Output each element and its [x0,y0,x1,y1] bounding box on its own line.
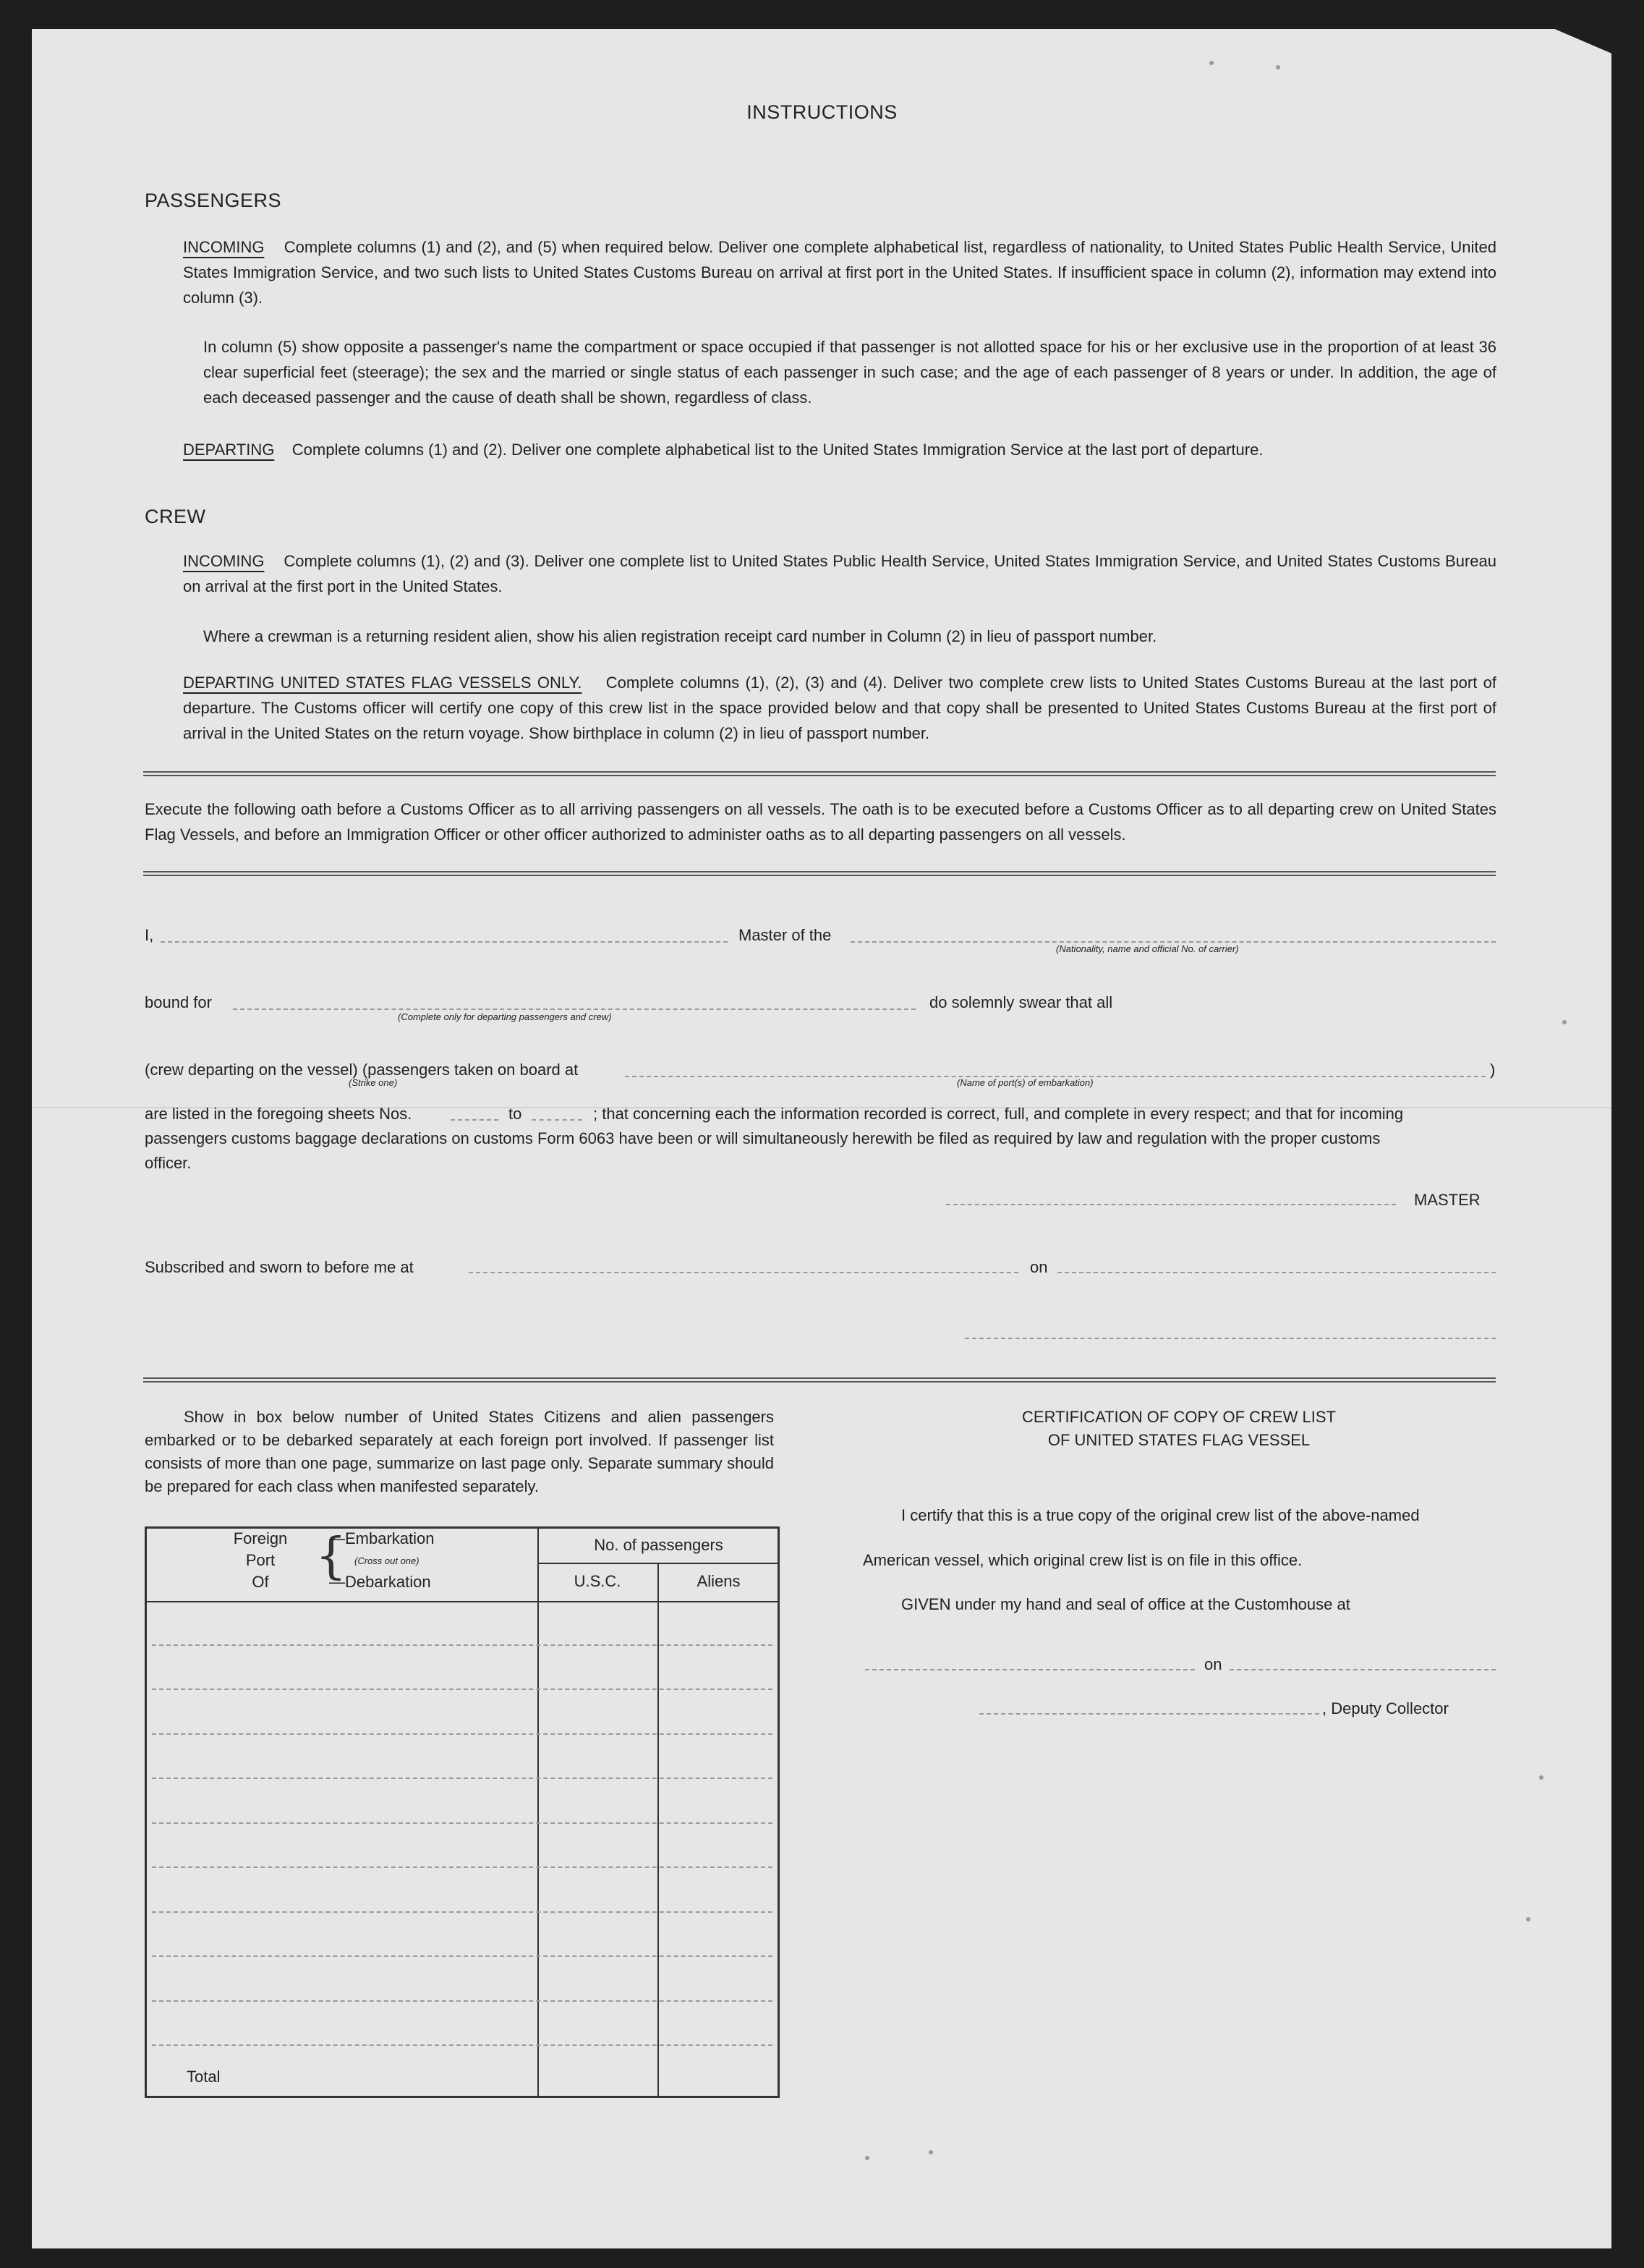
table-divider [145,1601,780,1602]
scan-speck [1539,1775,1543,1780]
embarkation-label: —Embarkation [329,1529,435,1547]
debarkation-label: —Debarkation [329,1573,431,1591]
passenger-summary-table [145,1526,780,2098]
master-signature-field[interactable] [946,1204,1396,1205]
passengers-departing-paragraph [183,437,1496,462]
deputy-collector-label: , Deputy Collector [1322,1699,1449,1717]
sworn-on-label: on [1030,1258,1048,1276]
bound-for-field[interactable] [233,1008,916,1010]
certification-line-1: I certify that this is a true copy of the original crew list of the above-named [901,1506,1420,1524]
sheets-line-start [145,1101,412,1126]
scan-speck [865,2156,869,2160]
certification-title-line-2: OF UNITED STATES FLAG VESSEL [1047,1431,1311,1449]
table-row[interactable] [152,1689,772,1690]
certification-on-label: on [1204,1655,1222,1673]
brace-icon: { [315,1528,347,1585]
scan-speck [929,2150,933,2154]
foreign-label: Foreign [233,1529,288,1547]
certification-date-field[interactable] [1230,1669,1496,1670]
certification-line-3: GIVEN under my hand and seal of office at the Customhouse at [901,1595,1350,1613]
certification-title [897,1406,1461,1452]
passengers-incoming-label: INCOMING [183,238,265,256]
crew-incoming-text: Complete columns (1), (2) and (3). Deliver one complete list to United States Public Health Service, United States Immigration Service, and United States Customs Bureau on arrival at the first port in the United States. [183,552,1496,595]
certification-title-line-1: CERTIFICATION OF COPY OF CREW LIST [1022,1408,1336,1426]
table-row[interactable] [152,1733,772,1735]
crew-passengers-strike-text: (crew departing on the vessel) (passengers taken on board at [145,1061,579,1079]
passengers-departing-label: DEPARTING [183,441,275,459]
close-paren: ) [1490,1061,1496,1079]
table-row[interactable] [152,1911,772,1913]
passengers-incoming-text: Complete columns (1) and (2), and (5) when required below. Deliver one complete alphabetical list, regardless of nationality, to United States Public Health Service, United States Immigration Service, and two such lists to United States Customs Bureau on arrival at first port in the United States. If insufficient space in column (2), information may extend into column (3). [183,238,1496,307]
swear-text: do solemnly swear that all [929,993,1113,1011]
scan-speck [1209,61,1214,65]
passengers-departing-text: Complete columns (1) and (2). Deliver one complete alphabetical list to the United States Immigration Service at the last port of departure. [291,441,1264,459]
table-row[interactable] [152,1955,772,1957]
section-divider [143,771,1496,776]
officer-signature-field[interactable] [965,1338,1496,1339]
table-row[interactable] [152,1778,772,1779]
port-hint: (Name of port(s) of embarkation) [957,1077,1094,1088]
oath-intro: Execute the following oath before a Customs Officer as to all arriving passengers on all vessels. The oath is to be executed before a Customs Officer as to all departing crew on United States Flag Vessels, and before an Immigration Officer or other officer authorized to administer oaths as to all departing passengers on all vessels. [145,800,1496,844]
crew-incoming-label: INCOMING [183,552,265,570]
certification-line-2: American vessel, which original crew list is on file in this office. [863,1551,1303,1569]
master-label: MASTER [1414,1191,1481,1209]
instructions-heading: INSTRUCTIONS [746,101,898,123]
sheets-to-label: to [508,1105,522,1123]
oath-i-label: I, [145,926,154,944]
table-divider [537,1563,780,1564]
scan-speck [1562,1020,1567,1024]
table-row[interactable] [152,1822,772,1824]
scan-speck [1526,1917,1530,1921]
crew-alien-paragraph: Where a crewman is a returning resident alien, show his alien registration receipt card number in Column (2) in lieu of passport number. [203,627,1157,645]
port-label: Port [245,1551,276,1569]
section-divider [143,871,1496,876]
usc-header: U.S.C. [574,1572,621,1590]
table-divider [537,1526,539,2098]
table-header-port [217,1528,304,1593]
cross-out-hint: (Cross out one) [354,1555,419,1566]
table-row[interactable] [152,1644,772,1646]
subscribed-label: Subscribed and sworn to before me at [145,1258,414,1276]
summary-note: Show in box below number of United States Citizens and alien passengers embarked or to be debarked separately at each foreign port involved. If passenger list consists of more than one page, summarize on last page only. Separate summary should be prepared for each class when manifested separately. [145,1408,774,1495]
master-name-field[interactable] [161,941,728,943]
table-row[interactable] [152,1866,772,1868]
nationality-hint: (Nationality, name and official No. of carrier) [1056,943,1239,954]
crew-departing-label: DEPARTING UNITED STATES FLAG VESSELS ONLY. [183,674,582,692]
table-row[interactable] [152,2000,772,2002]
sworn-at-field[interactable] [469,1272,1018,1273]
customhouse-field[interactable] [865,1669,1195,1670]
crew-departing-paragraph [183,670,1496,746]
table-row[interactable] [152,2044,772,2046]
carrier-field[interactable] [851,941,1496,943]
certify-text-1: ; that concerning each the information recorded is correct, full, and complete in every respect; and that for incoming [593,1105,1404,1123]
sheet-from-field[interactable] [451,1119,498,1121]
master-of-the-label: Master of the [738,926,832,944]
no-of-passengers-header: No. of passengers [594,1536,723,1554]
table-divider [657,1563,659,2098]
passengers-column5-paragraph: In column (5) show opposite a passenger's name the compartment or space occupied if that passenger is not allotted space for his or her exclusive use in the proportion of at least 36 clear superficial feet (steerage); the sex and the married or single status of each passenger in such case; and the age of each passenger of 8 years or under. In addition, the age of each deceased passenger and the cause of death shall be shown, regardless of class. [203,338,1496,407]
strike-one-hint: (Strike one) [349,1077,398,1088]
certify-text-2: passengers customs baggage declarations on customs Form 6063 have been or will simultaneously herewith be filed as required by law and regulation with the proper customs [145,1129,1381,1147]
aliens-header: Aliens [697,1572,741,1590]
passengers-title: PASSENGERS [145,190,282,211]
passengers-incoming-paragraph [183,234,1496,310]
crew-incoming-paragraph [183,548,1496,599]
crew-departing-text: Complete columns (1), (2), (3) and (4). Deliver two complete crew lists to United States Customs Bureau at the last port of departure. The Customs officer will certify one copy of this crew list in the space provided below and that copy shall be presented to United States Customs Bureau at the first port of arrival in the United States on the return voyage. Show birthplace in column (2) in lieu of passport number. [183,674,1497,742]
sheet-to-field[interactable] [532,1119,582,1121]
section-divider [143,1377,1496,1383]
departing-hint: (Complete only for departing passengers and crew) [398,1011,612,1022]
sheets-label: are listed in the foregoing sheets Nos. [145,1105,412,1123]
scan-speck [1276,65,1280,69]
sworn-date-field[interactable] [1057,1272,1496,1273]
deputy-signature-field[interactable] [979,1713,1319,1715]
total-label: Total [187,2068,221,2086]
certify-text-3: officer. [145,1154,192,1172]
of-label: Of [252,1573,269,1591]
bound-for-label: bound for [145,993,212,1011]
crew-title: CREW [145,506,206,527]
